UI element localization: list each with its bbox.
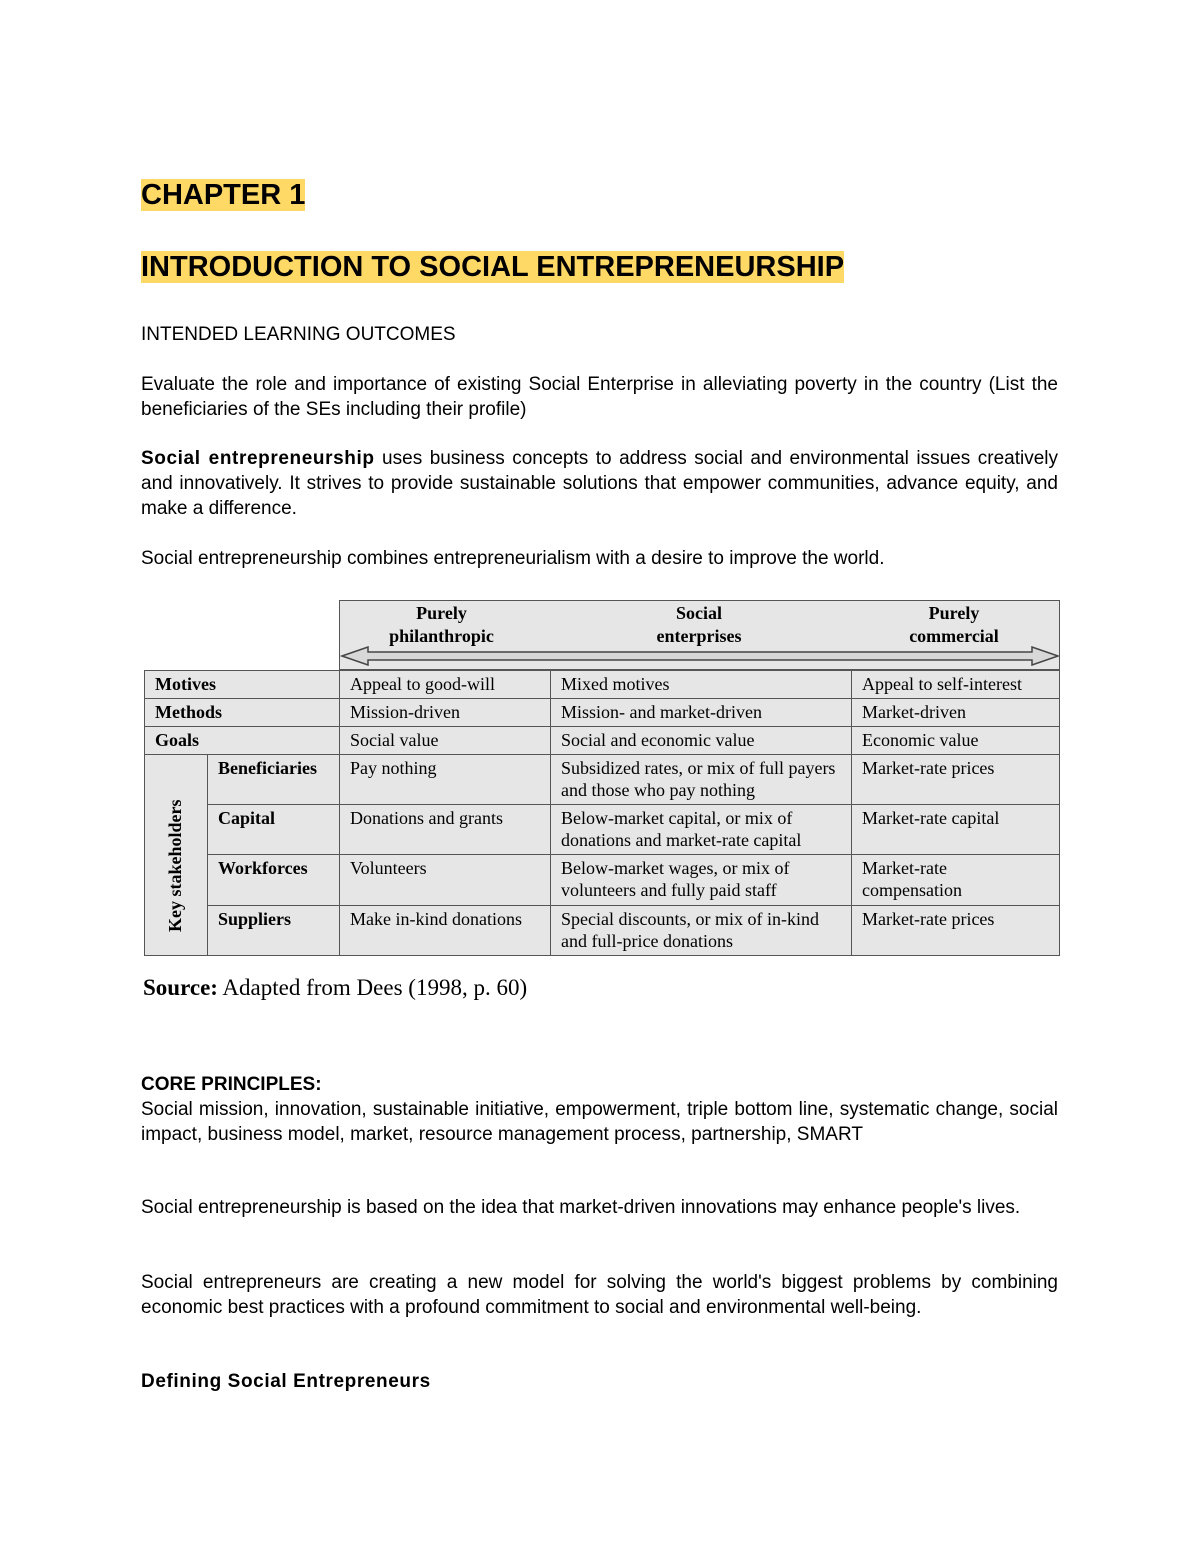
cell-goals-commercial: Economic value <box>851 726 1060 755</box>
cell-goals-philanthropic: Social value <box>339 726 551 755</box>
cell-workforces-social: Below-market wages, or mix of volunteers and fully paid staff <box>550 854 852 906</box>
cell-methods-commercial: Market-driven <box>851 698 1060 727</box>
cell-methods-social: Mission- and market-driven <box>550 698 852 727</box>
cell-motives-social: Mixed motives <box>550 670 852 699</box>
cell-capital-commercial: Market-rate capital <box>851 804 1060 855</box>
title-heading: INTRODUCTION TO SOCIAL ENTREPRENEURSHIP <box>141 251 845 283</box>
cell-suppliers-philanthropic: Make in-kind donations <box>339 905 551 956</box>
row-label-capital: Capital <box>207 804 340 855</box>
row-label-methods: Methods <box>144 698 340 727</box>
cell-goals-social: Social and economic value <box>550 726 852 755</box>
double-arrow-icon <box>340 646 1060 666</box>
cell-suppliers-commercial: Market-rate prices <box>851 905 1060 956</box>
core-principles-text: Social mission, innovation, sustainable initiative, empowerment, triple bottom line, systematic change, social impact, business model, market, resource management process, partnership, SMART <box>141 1099 1058 1145</box>
spectrum-right: Purely commercial <box>909 603 999 646</box>
spectrum-middle: Social enterprises <box>656 603 742 646</box>
defining-heading: Defining Social Entrepreneurs <box>141 1371 431 1392</box>
cell-beneficiaries-philanthropic: Pay nothing <box>339 754 551 805</box>
stakeholders-label: Key stakeholders <box>165 799 185 932</box>
cell-beneficiaries-social: Subsidized rates, or mix of full payers and those who pay nothing <box>550 754 852 805</box>
row-label-motives: Motives <box>144 670 340 699</box>
cell-workforces-commercial: Market-rate compensation <box>851 854 1060 906</box>
row-label-suppliers: Suppliers <box>207 905 340 956</box>
core-principles-heading: CORE PRINCIPLES: <box>141 1074 322 1095</box>
chapter-heading: CHAPTER 1 <box>141 179 306 211</box>
cell-capital-social: Below-market capital, or mix of donations and market-rate capital <box>550 804 852 855</box>
spectrum-left: Purely philanthropic <box>389 603 494 646</box>
ilo-heading: INTENDED LEARNING OUTCOMES <box>141 324 456 345</box>
cell-suppliers-social: Special discounts, or mix of in-kind and full-price donations <box>550 905 852 956</box>
cell-workforces-philanthropic: Volunteers <box>339 854 551 906</box>
definition-paragraph <box>141 446 1058 521</box>
definition-term: Social entrepreneurship <box>141 448 375 469</box>
market-paragraph: Social entrepreneurship is based on the idea that market-driven innovations may enhance people's lives. <box>141 1197 1021 1218</box>
definition-text: uses business concepts to address social and environmental issues creatively and innovatively. It strives to provide sustainable solutions that empower communities, advance equity, and make a difference. <box>141 448 1058 519</box>
combine-paragraph: Social entrepreneurship combines entrepreneurialism with a desire to improve the world. <box>141 548 885 569</box>
cell-capital-philanthropic: Donations and grants <box>339 804 551 855</box>
spectrum-table-figure <box>144 600 1060 956</box>
cell-motives-commercial: Appeal to self-interest <box>851 670 1060 699</box>
cell-beneficiaries-commercial: Market-rate prices <box>851 754 1060 805</box>
ilo-text: Evaluate the role and importance of existing Social Enterprise in alleviating poverty in the country (List the beneficiaries of the SEs including their profile) <box>141 374 1058 420</box>
model-paragraph: Social entrepreneurs are creating a new model for solving the world's biggest problems by combining economic best practices with a profound commitment to social and environmental well-being. <box>141 1272 1058 1318</box>
source-caption: Source: Adapted from Dees (1998, p. 60) <box>143 975 528 1000</box>
cell-motives-philanthropic: Appeal to good-will <box>339 670 551 699</box>
cell-methods-philanthropic: Mission-driven <box>339 698 551 727</box>
row-label-workforces: Workforces <box>207 854 340 906</box>
row-label-beneficiaries: Beneficiaries <box>207 754 340 805</box>
row-label-goals: Goals <box>144 726 340 755</box>
